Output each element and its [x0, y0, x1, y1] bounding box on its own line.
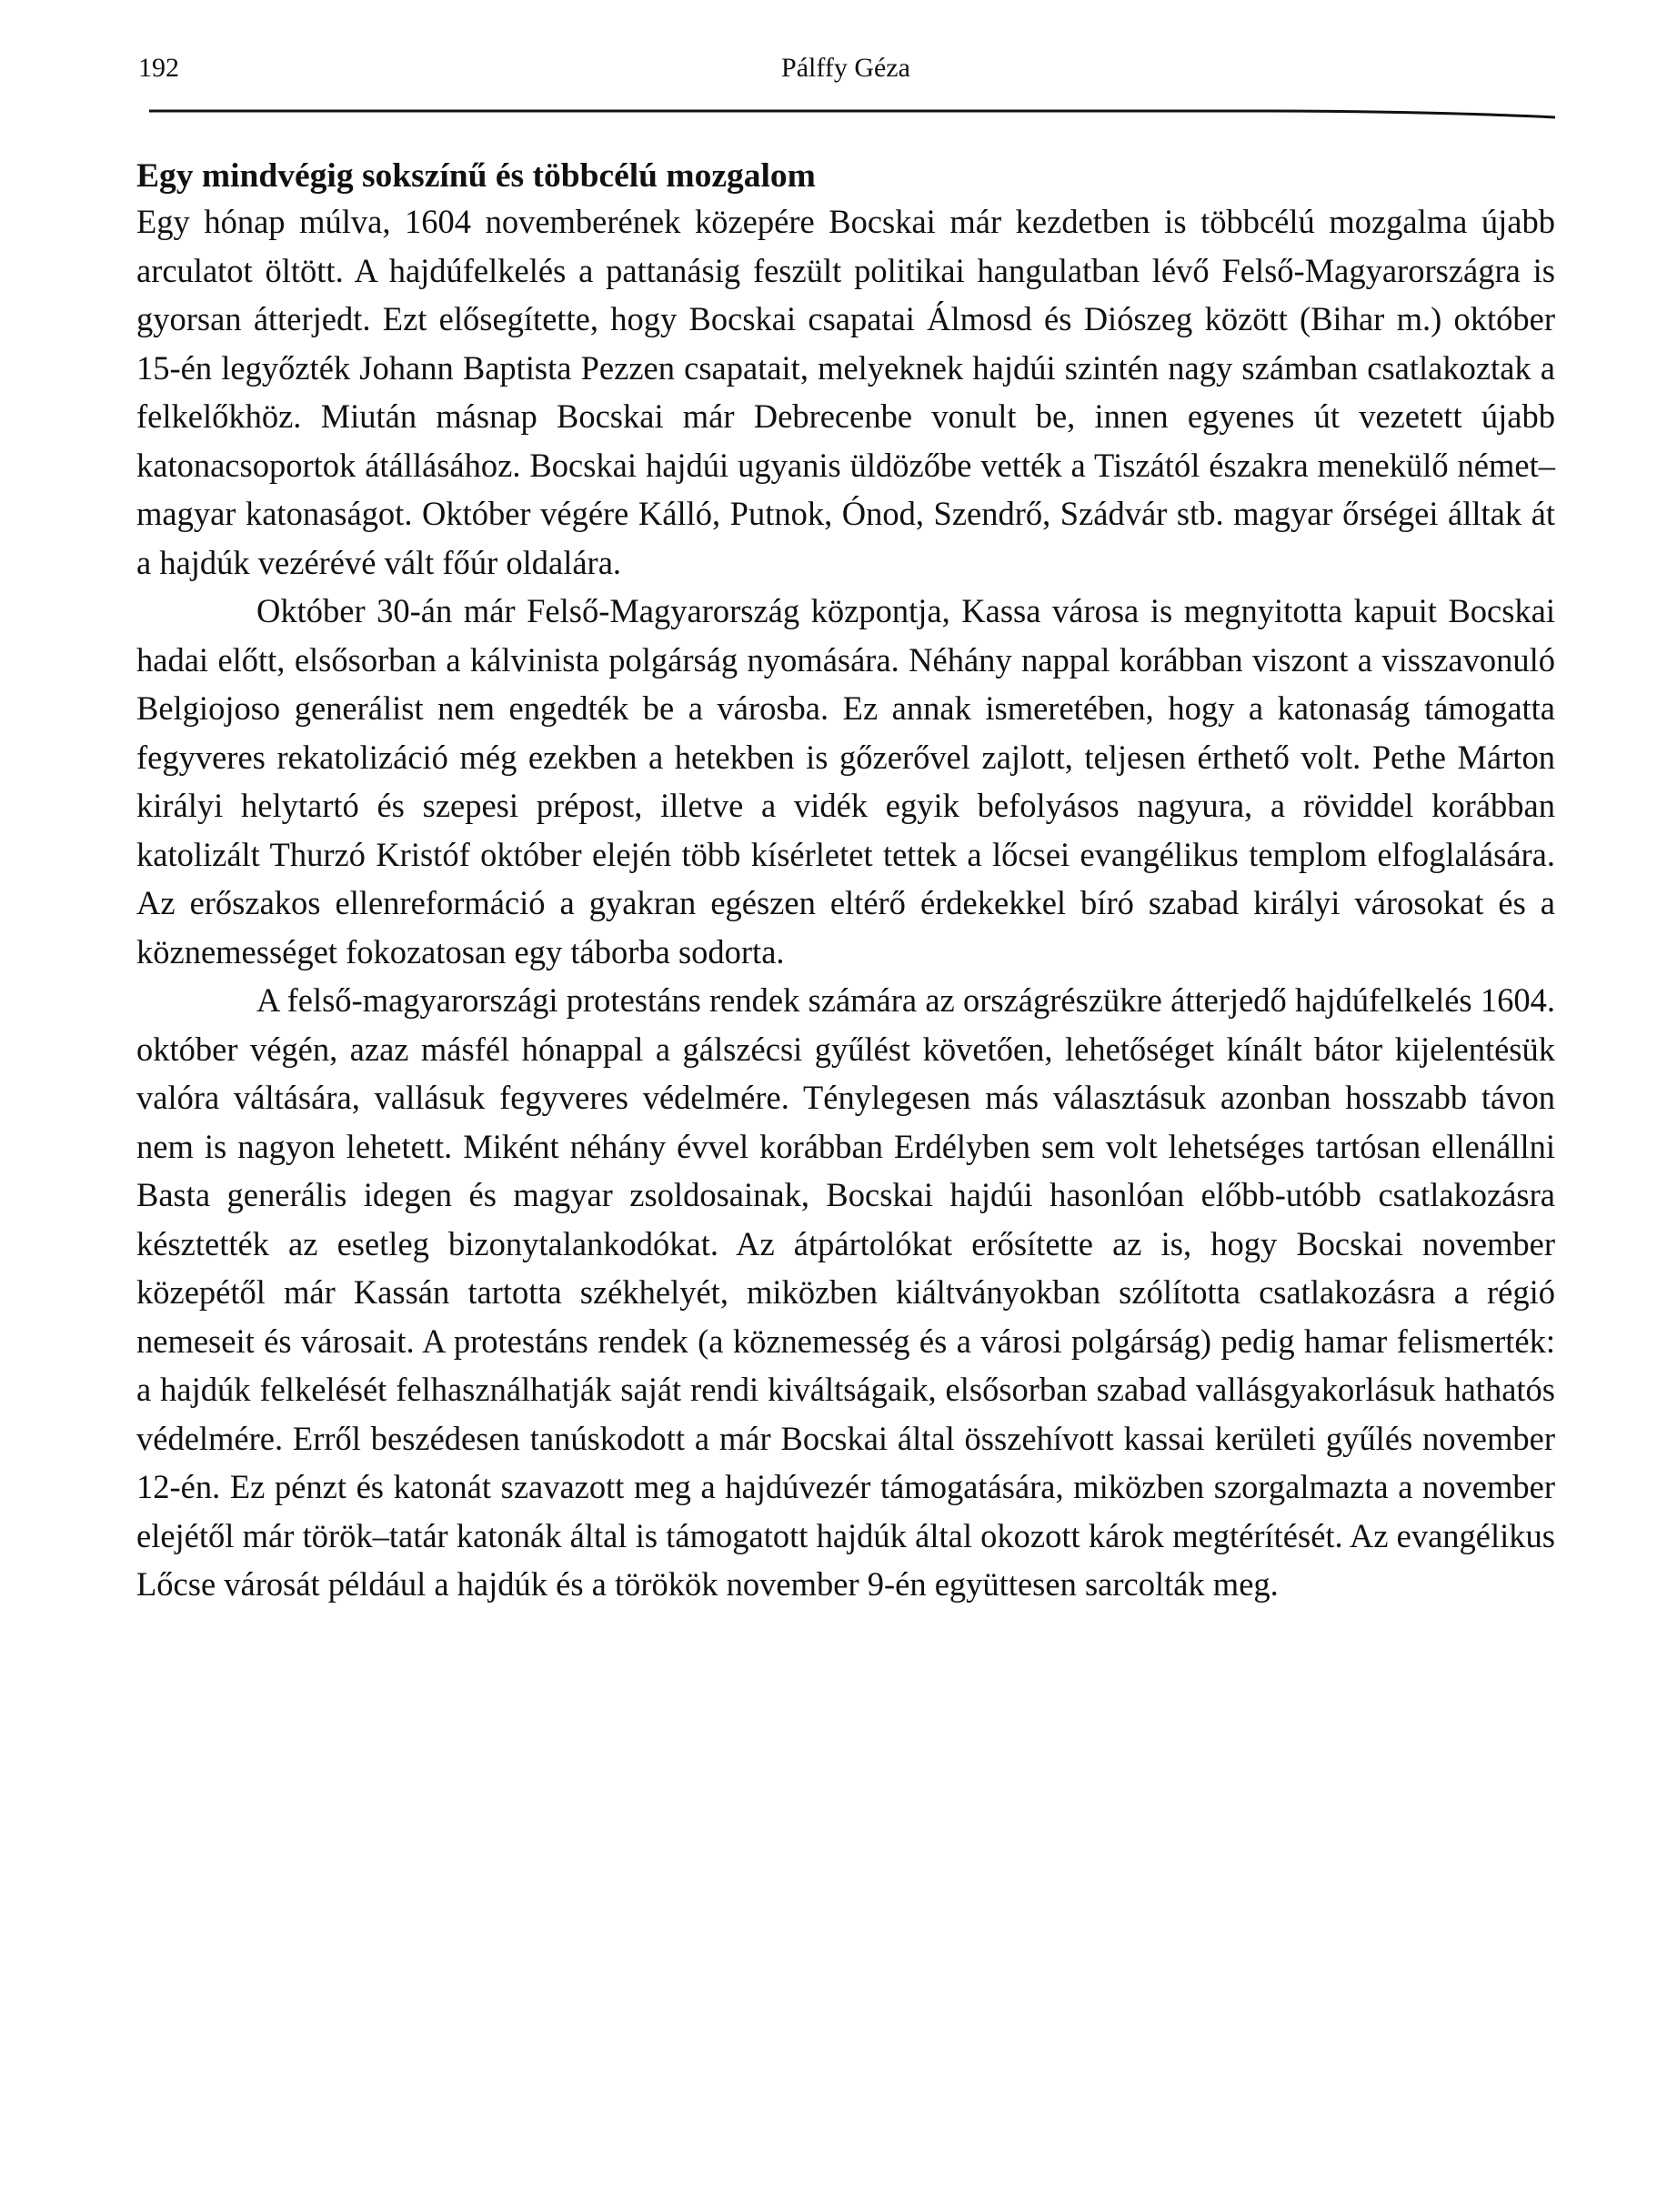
section [136, 155, 1555, 1609]
header-rule [149, 100, 1555, 120]
section-heading: Egy mindvégig sokszínű és többcélú mozgalom [136, 157, 816, 195]
paragraph-3: A felső-magyarországi protestáns rendek számára az országrészükre átterjedő hajdúfelkelés 1604. október végén, azaz másfél hónappal a gálszécsi gyűlést követően, lehetőséget kínált bátor kijelentésük valóra váltására, vallásuk fegyveres védelmére. Ténylegesen más választásuk azonban hosszabb távon nem is nagyon lehetett. Miként néhány évvel korábban Erdélyben sem volt lehetséges tartósan ellenállni Basta generális idegen és magyar zsoldosainak, Bocskai hajdúi hasonlóan előbb-utóbb csatlakozásra késztették az esetleg bizonytalankodókat. Az átpártolókat erősítette az is, hogy Bocskai november közepétől már Kassán tartotta székhelyét, miközben kiáltványokban szólította csatlakozásra a régió nemeseit és városait. A protestáns rendek (a köznemesség és a városi polgárság) pedig hamar felismerték: a hajdúk felkelését felhasználhatják saját rendi kiváltságaik, elsősorban szabad vallásgyakorlásuk hathatós védelmére. Erről beszédesen tanúskodott a már Bocskai által összehívott kassai kerületi gyűlés november 12-én. Ez pénzt és katonát szavazott meg a hajdúvezér támogatására, miközben szorgalmazta a november elejétől már török–tatár katonák által is támogatott hajdúk által okozott károk megtérítését. Az evangélikus Lőcse városát például a hajdúk és a törökök november 9-én együttesen sarcolták meg. [136, 981, 1555, 1603]
running-head [136, 36, 1555, 91]
paragraph-1: Egy hónap múlva, 1604 novemberének közepére Bocskai már kezdetben is többcélú mozgalma újabb arculatot öltött. A hajdúfelkelés a pattanásig feszült politikai hangulatban lévő Felső-Magyarországra is gyorsan átterjedt. Ezt elősegítette, hogy Bocskai csapatai Álmosd és Diószeg között (Bihar m.) október 15-én legyőzték Johann Baptista Pezzen csapatait, melyeknek hajdúi szintén nagy számban csatlakoztak a felkelőkhöz. Miután másnap Bocskai már Debrecenbe vonult be, innen egyenes út vezetett újabb katonacsoportok átállásához. Bocskai hajdúi ugyanis üldözőbe vették a Tiszától északra menekülő német–magyar katonaságot. Október végére Kálló, Putnok, Ónod, Szendrő, Szádvár stb. magyar őrségei álltak át a hajdúk vezérévé vált főúr oldalára. [136, 203, 1555, 581]
paragraph-2: Október 30-án már Felső-Magyarország központja, Kassa városa is megnyitotta kapuit Bocskai hadai előtt, elsősorban a kálvinista polgárság nyomására. Néhány nappal korábban viszont a visszavonuló Belgiojoso generálist nem engedték be a városba. Ez annak ismeretében, hogy a katonaság támogatta fegyveres rekatolizáció még ezekben a hetekben is gőzerővel zajlott, teljesen érthető volt. Pethe Márton királyi helytartó és szepesi prépost, illetve a vidék egyik befolyásos nagyura, a röviddel korábban katolizált Thurzó Kristóf október elején több kísérletet tettek a lőcsei evangélikus templom elfoglalására. Az erőszakos ellenreformáció a gyakran egészen eltérő érdekekkel bíró szabad királyi városokat és a köznemességet fokozatosan egy táborba sodorta. [136, 592, 1555, 970]
page-number: 192 [138, 53, 179, 83]
running-title: Pálffy Géza [781, 53, 910, 83]
book-page [136, 36, 1555, 1603]
